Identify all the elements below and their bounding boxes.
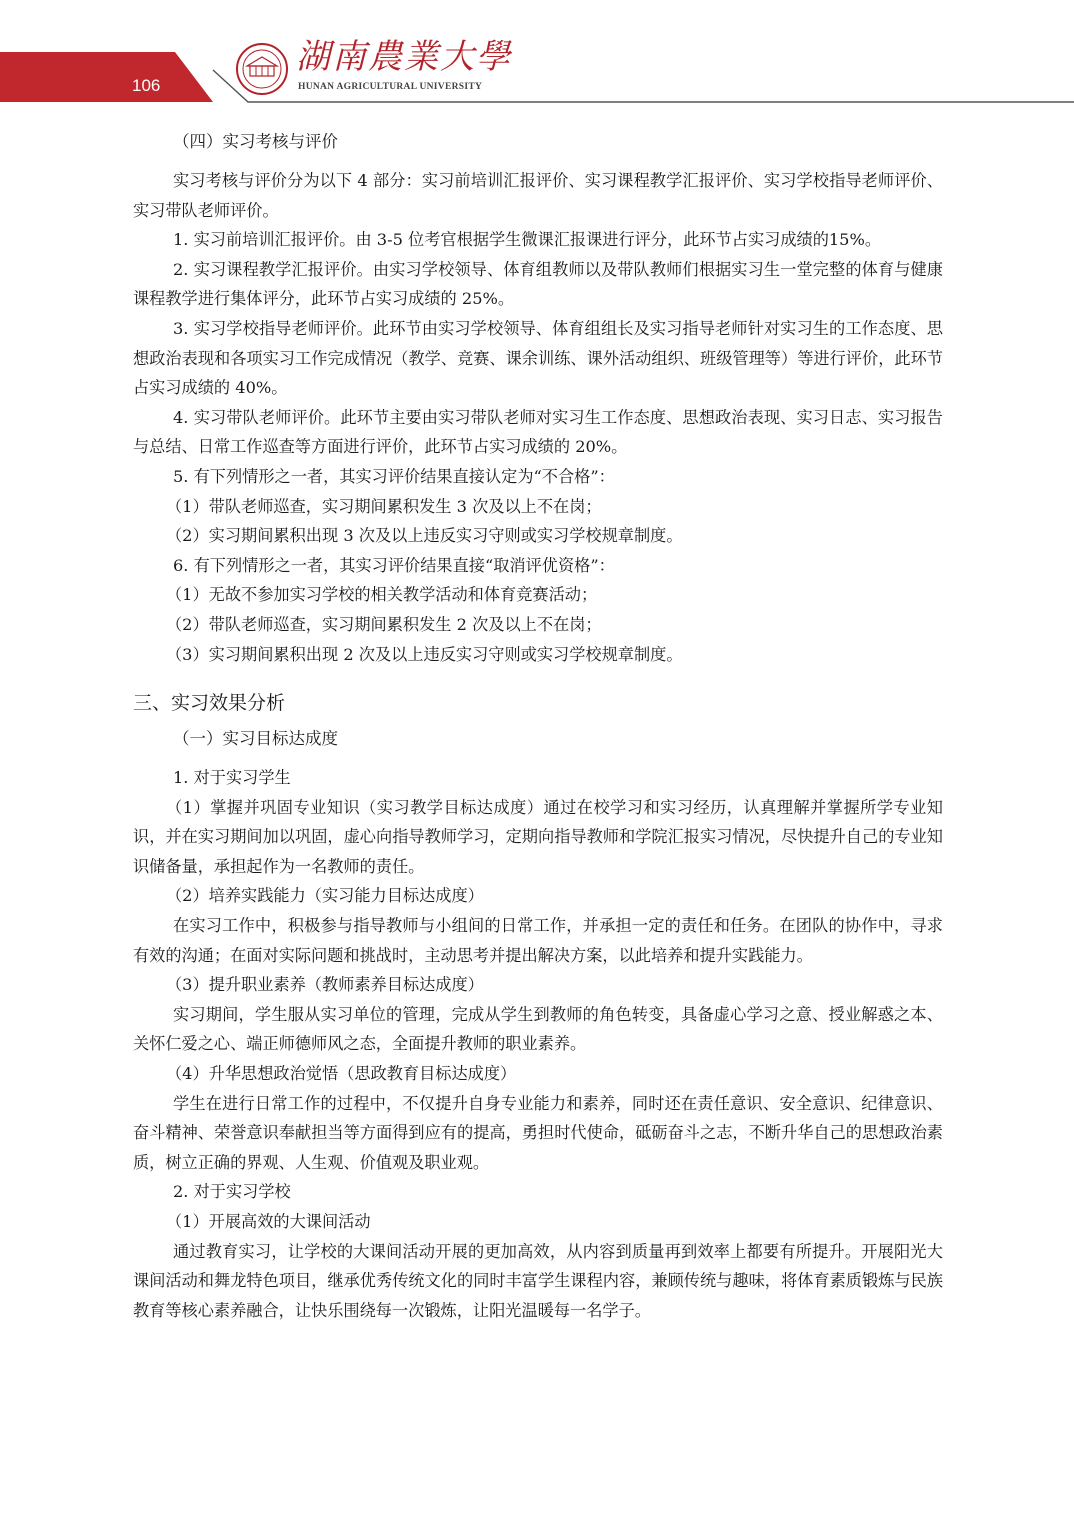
paragraph: 学生在进行日常工作的过程中，不仅提升自身专业能力和素养，同时还在责任意识、安全意识、纪律意识、奋斗精神、荣誉意识奉献担当等方面得到应有的提高，勇担时代使命，砥砺奋斗之志，不断升华自己的思想政治素质，树立正确的界观、人生观、价值观及职业观。 bbox=[133, 1093, 943, 1172]
list-item: （2）带队老师巡查，实习期间累积发生 2 次及以上不在岗； bbox=[166, 614, 602, 634]
paragraph: 2. 实习课程教学汇报评价。由实习学校领导、体育组教师以及带队教师们根据实习生一堂完整的体育与健康课程教学进行集体评分，此环节占实习成绩的 25%。 bbox=[133, 259, 943, 309]
paragraph: 2. 对于实习学校 bbox=[173, 1182, 291, 1202]
paragraph: （4）升华思想政治觉悟（思政教育目标达成度） bbox=[166, 1064, 517, 1084]
list-item: （1）带队老师巡查，实习期间累积发生 3 次及以上不在岗； bbox=[166, 496, 602, 516]
university-logo-text: 湖南農業大學 bbox=[296, 37, 512, 77]
page-body bbox=[133, 126, 943, 1325]
list-item: （1）无故不参加实习学校的相关教学活动和体育竞赛活动； bbox=[166, 585, 598, 605]
paragraph: 实习期间，学生服从实习单位的管理，完成从学生到教师的角色转变，具备虚心学习之意、授业解惑之本、关怀仁爱之心、端正师德师风之态，全面提升教师的职业素养。 bbox=[133, 1004, 943, 1054]
paragraph: 在实习工作中，积极参与指导教师与小组间的日常工作，并承担一定的责任和任务。在团队的协作中，寻求有效的沟通；在面对实际问题和挑战时，主动思考并提出解决方案，以此培养和提升实践能力。 bbox=[133, 916, 943, 965]
list-item: （2）实习期间累积出现 3 次及以上违反实习守则或实习学校规章制度。 bbox=[166, 526, 683, 546]
paragraph: 通过教育实习，让学校的大课间活动开展的更加高效，从内容到质量再到效率上都要有所提升。开展阳光大课间活动和舞龙特色项目，继承优秀传统文化的同时丰富学生课程内容，兼顾传统与趣味，将体育素质锻炼与民族教育等核心素养融合，让快乐围绕每一次锻炼，让阳光温暖每一名学子。 bbox=[133, 1241, 943, 1320]
section-heading-evaluation: （四）实习考核与评价 bbox=[173, 132, 338, 151]
paragraph: 5. 有下列情形之一者，其实习评价结果直接认定为“不合格”： bbox=[173, 466, 615, 486]
list-item: （3）实习期间累积出现 2 次及以上违反实习守则或实习学校规章制度。 bbox=[166, 644, 683, 664]
paragraph: （2）培养实践能力（实习能力目标达成度） bbox=[166, 886, 484, 906]
page-number: 106 bbox=[132, 76, 161, 95]
paragraph: 4. 实习带队老师评价。此环节主要由实习带队老师对实习生工作态度、思想政治表现、实习日志、实习报告与总结、日常工作巡查等方面进行评价，此环节占实习成绩的 20%。 bbox=[133, 407, 943, 457]
section-heading-analysis: 三、实习效果分析 bbox=[133, 692, 286, 715]
paragraph: （3）提升职业素养（教师素养目标达成度） bbox=[166, 975, 484, 995]
paragraph: 1. 对于实习学生 bbox=[173, 768, 291, 788]
subsection-heading-goals: （一）实习目标达成度 bbox=[173, 729, 338, 749]
paragraph: 实习考核与评价分为以下 4 部分：实习前培训汇报评价、实习课程教学汇报评价、实习学校指导老师评价、实习带队老师评价。 bbox=[133, 171, 943, 220]
page-number-tab bbox=[0, 52, 213, 102]
page-header bbox=[0, 0, 1074, 110]
paragraph: （1）开展高效的大课间活动 bbox=[166, 1212, 371, 1231]
university-name-english: HUNAN AGRICULTURAL UNIVERSITY bbox=[298, 82, 483, 92]
paragraph: 3. 实习学校指导老师评价。此环节由实习学校领导、体育组组长及实习指导老师针对实习生的工作态度、思想政治表现和各项实习工作完成情况（教学、竞赛、课余训练、课外活动组织、班级管理等）等进行评价，此环节占实习成绩的 40%。 bbox=[133, 318, 943, 398]
paragraph: 6. 有下列情形之一者，其实习评价结果直接“取消评优资格”： bbox=[173, 555, 615, 575]
paragraph: 1. 实习前培训汇报评价。由 3-5 位考官根据学生微课汇报课进行评分，此环节占实习成绩的15%。 bbox=[173, 230, 882, 250]
paragraph: （1）掌握并巩固专业知识（实习教学目标达成度）通过在校学习和实习经历，认真理解并掌握所学专业知识，并在实习期间加以巩固，虚心向指导教师学习，定期向指导教师和学院汇报实习情况，尽快提升自己的专业知识储备量，承担起作为一名教师的责任。 bbox=[133, 797, 943, 876]
university-seal-icon bbox=[237, 44, 287, 94]
header-banner bbox=[0, 0, 1074, 110]
